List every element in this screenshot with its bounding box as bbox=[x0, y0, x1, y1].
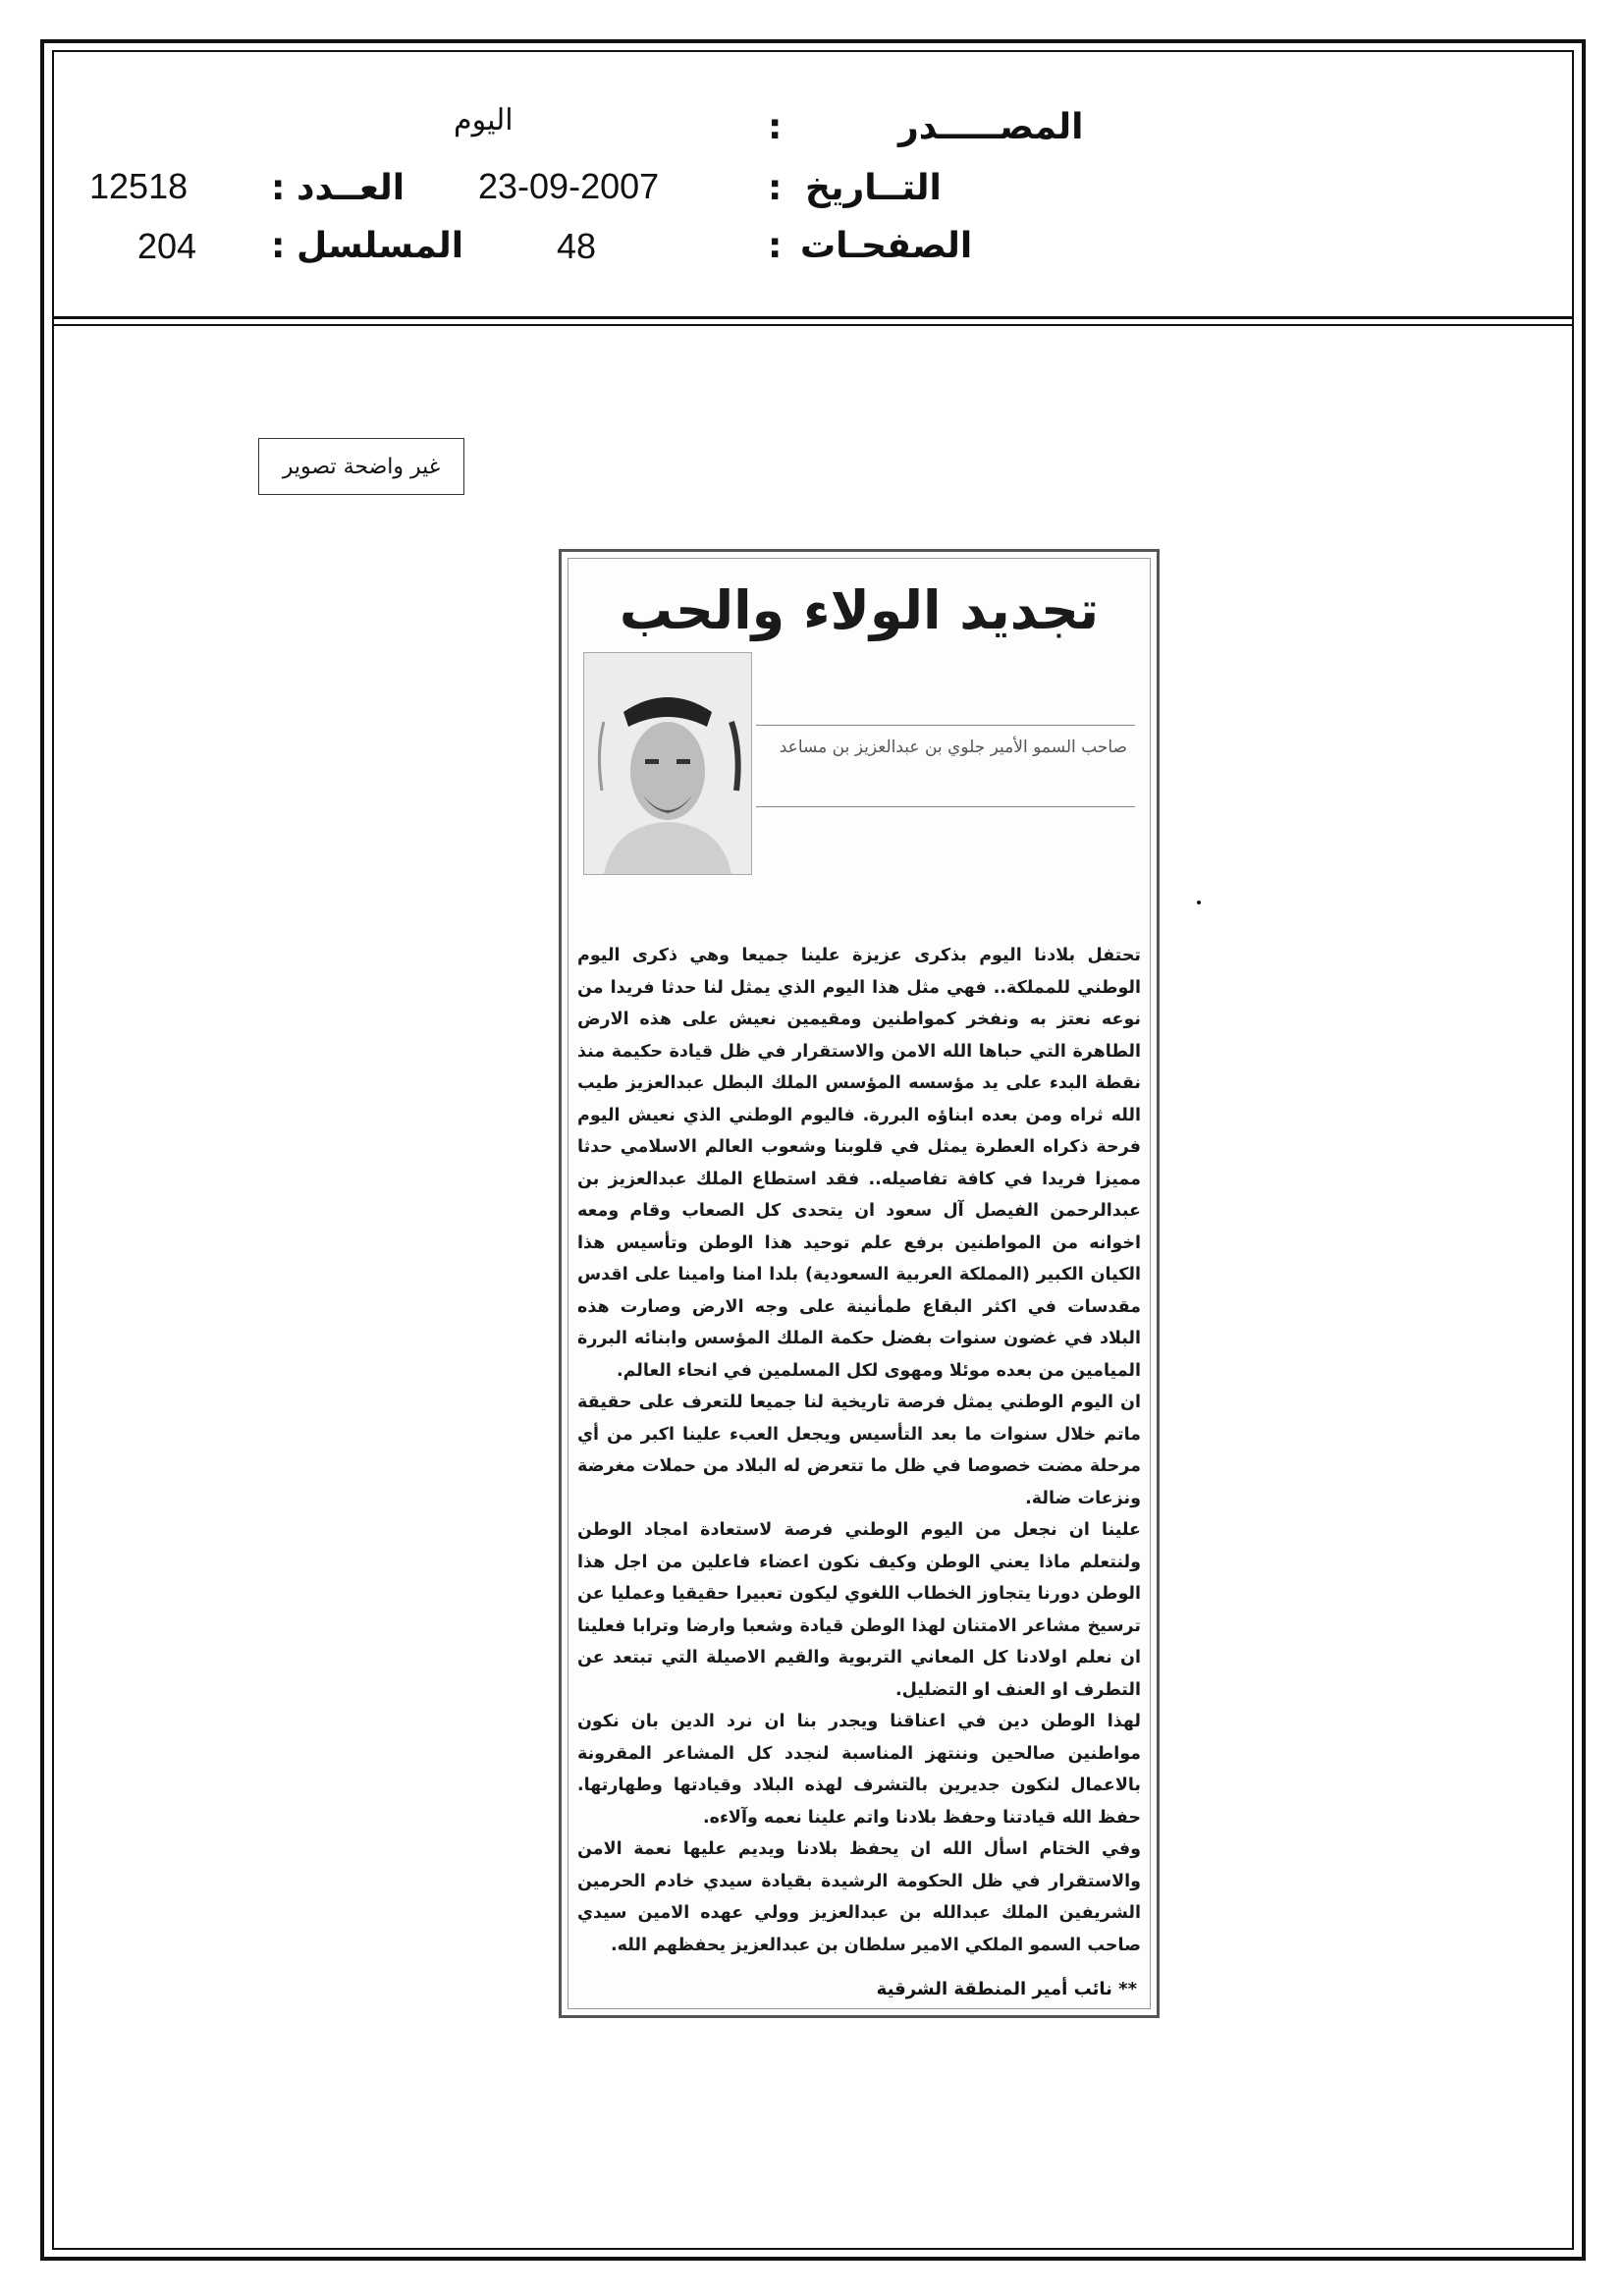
serial-colon: : bbox=[271, 226, 286, 266]
pages-label: الصفحـات bbox=[800, 226, 973, 266]
newspaper-clipping bbox=[559, 549, 1160, 2018]
source-label: المصـــــدر bbox=[898, 107, 1084, 147]
serial-value: 204 bbox=[137, 226, 197, 266]
article-body bbox=[577, 940, 1141, 1976]
date-value: 23-09-2007 bbox=[478, 166, 660, 206]
header-separator bbox=[52, 316, 1574, 326]
unclear-copy-stamp: غير واضحة تصوير bbox=[258, 438, 464, 495]
date-label: التــاريخ bbox=[805, 168, 942, 208]
issue-label: العــدد bbox=[297, 168, 406, 208]
serial-label: المسلسل bbox=[297, 226, 464, 266]
stray-dot bbox=[1197, 901, 1201, 904]
source-value: اليوم bbox=[454, 104, 514, 137]
article-paragraph: تحتفل بلادنا اليوم بذكرى عزيزة علينا جميعا وهي ذكرى اليوم الوطني للمملكة.. فهي مثل هذا اليوم الذي يمثل لنا حدثا فريدا من نوعه نعتز به ونفخر كمواطنين ومقيمين نعيش على هذه الارض الطاهرة التي حباها الله الامن والاستقرار في ظل قيادة حكيمة منذ نقطة البدء على يد مؤسسه المؤسس الملك البطل عبدالعزيز طيب الله ثراه ومن بعده ابناؤه البررة. فاليوم الوطني الذي نعيش اليوم فرحة ذكراه العطرة يمثل في قلوبنا وشعوب العالم الاسلامي حدثا مميزا فريدا في كافة تفاصيله.. فقد استطاع الملك عبدالعزيز بن عبدالرحمن الفيصل آل سعود ان يتحدى كل الصعاب وقام ومعه اخوانه من المواطنين برفع علم توحيد هذا الوطن وتأسيس هذا الكيان الكبير (المملكة العربية السعودية) بلدا امنا وامينا على اقدس مقدسات في اكثر البقاع طمأنينة على وجه الارض وصارت هذه البلاد في غضون سنوات بفضل حكمة الملك المؤسس وابنائه البررة الميامين من بعده موئلا ومهوى لكل المسلمين في انحاء العالم. bbox=[577, 946, 1141, 1381]
photo-caption: صاحب السمو الأمير جلوي بن عبدالعزيز بن مساعد bbox=[779, 738, 1127, 757]
author-photo bbox=[583, 652, 752, 875]
article-title: تجديد الولاء والحب bbox=[619, 579, 1100, 641]
article-paragraph: علينا ان نجعل من اليوم الوطني فرصة لاستعادة امجاد الوطن ولنتعلم ماذا يعني الوطن وكيف نكون اعضاء فاعلين من اجل هذا الوطن دورنا يتجاوز الخطاب اللغوي ليكون تعبيرا حقيقيا وعمليا عن ترسيخ مشاعر الامتنان لهذا الوطن قيادة وشعبا وارضا وترابا فعلينا ان نعلم اولادنا كل المعاني التربوية والقيم الاصيلة التي تبتعد عن التطرف او العنف او التضليل. bbox=[577, 1520, 1141, 1700]
issue-colon: : bbox=[271, 168, 286, 208]
article-signature: ** نائب أمير المنطقة الشرقية bbox=[876, 1979, 1137, 1999]
issue-value: 12518 bbox=[89, 166, 189, 206]
pages-value: 48 bbox=[557, 226, 597, 266]
portrait-image bbox=[584, 653, 751, 874]
date-colon: : bbox=[768, 168, 783, 208]
pages-colon: : bbox=[768, 226, 783, 266]
article-paragraph: لهذا الوطن دين في اعناقنا ويجدر بنا ان نرد الدين بان نكون مواطنين صالحين وننتهز المناسبة لنجدد كل المشاعر المقرونة بالاعمال لنكون جديرين بالتشرف لهذه البلاد وقيادتها وطهارتها. حفظ الله قيادتنا وحفظ بلادنا واتم علينا نعمه وآلاءه. bbox=[577, 1712, 1141, 1828]
source-colon: : bbox=[768, 107, 783, 147]
article-paragraph: ان اليوم الوطني يمثل فرصة تاريخية لنا جميعا للتعرف على حقيقة ماتم خلال سنوات ما بعد التأسيس ويجعل العبء علينا اكبر من أي مرحلة مضت خصوصا في ظل ما تتعرض له البلاد من حملات مغرضة ونزعات ضالة. bbox=[577, 1393, 1141, 1508]
article-paragraph: وفي الختام اسأل الله ان يحفظ بلادنا ويديم عليها نعمة الامن والاستقرار في ظل الحكومة الرشيدة بقيادة سيدي خادم الحرمين الشريفين الملك عبدالله بن عبدالعزيز وولي عهده الامين سيدي صاحب السمو الملكي الامير سلطان بن عبدالعزيز يحفظهم الله. bbox=[577, 1839, 1141, 1955]
